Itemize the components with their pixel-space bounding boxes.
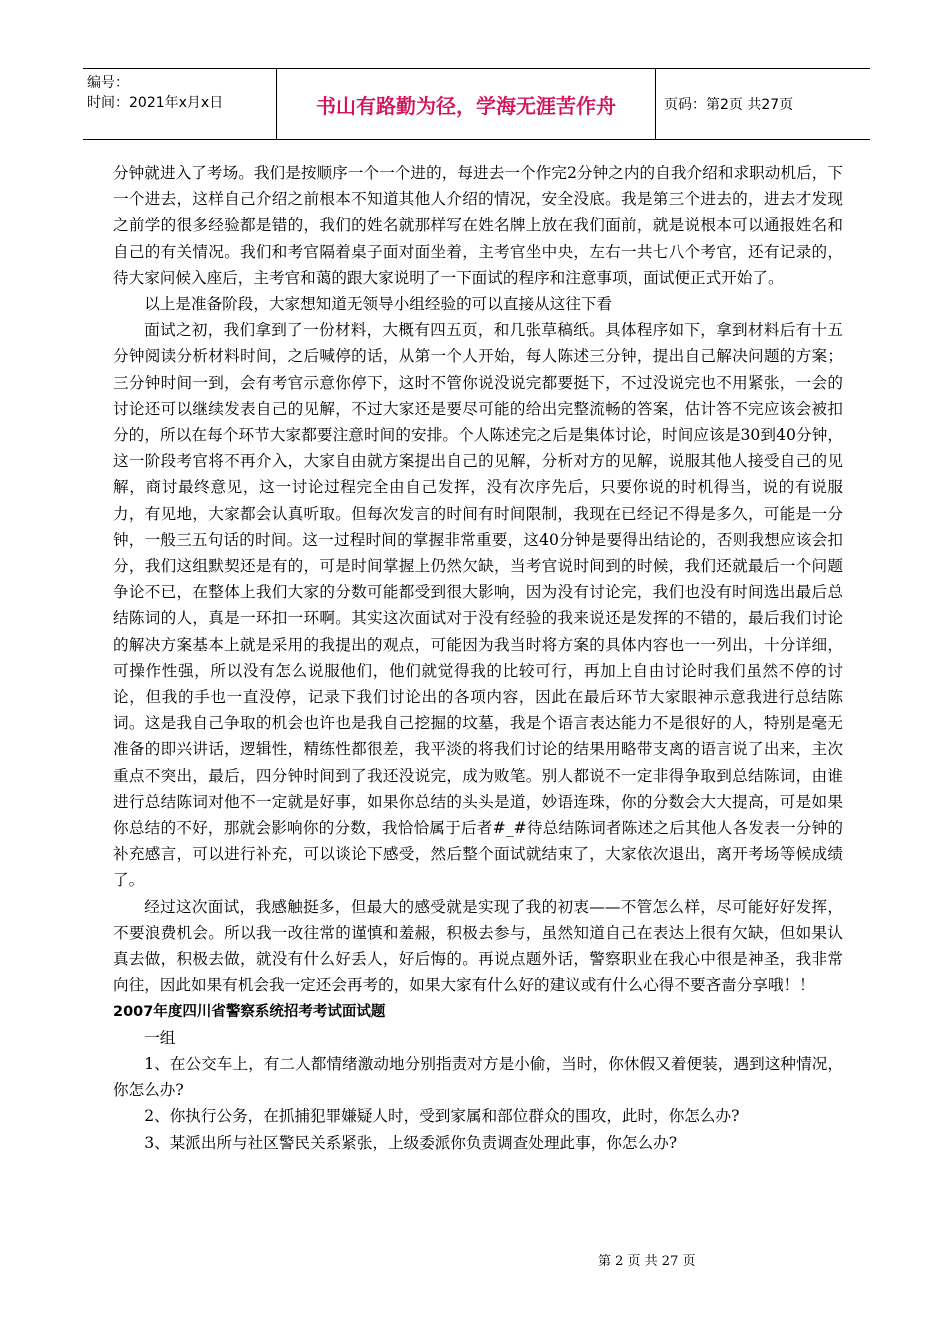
paragraph: 以上是准备阶段，大家想知道无领导小组经验的可以直接从这往下看 [144, 295, 613, 314]
page-footer: 第 2 页 共 27 页 [598, 1254, 696, 1269]
header-motto: 书山有路勤为径，学海无涯苦作舟 [276, 69, 656, 139]
group-label: 一组 [144, 1028, 176, 1047]
paragraph: 面试之初，我们拿到了一份材料，大概有四五页，和几张草稿纸。具体程序如下，拿到材料后有十五分钟阅读分析材料时间，之后喊停的话，从第一个人开始，每人陈述三分钟，提出自己解决问题的方案；三分钟时间一到，会有考官示意你停下，这时不管你说没说完都要挺下，不过没说完也不用紧张，一会的讨论还可以继续发表自己的见解，不过大家还是要尽可能的给出完整流畅的答案，估计答不完应该会被扣分的，所以在每个环节大家都要注意时间的安排。个人陈述完之后是集体讨论，时间应该是30到40分钟，这一阶段考官将不再介入，大家自由就方案提出自己的见解，分析对方的见解，说服其他人接受自己的见解，商讨最终意见，这一讨论过程完全由自己发挥，没有次序先后，只要你说的时机得当，说的有说服力，有见地，大家都会认真听取。但每次发言的时间有时间限制，我现在已经记不得是多久，可能是一分钟，一般三五句话的时间。这一过程时间的掌握非常重要，这40分钟是要得出结论的，否则我想应该会扣分，我们这组默契还是有的，可是时间掌握上仍然欠缺，当考官说时间到的时候，我们还就最后一个问题争论不已，在整体上我们大家的分数可能都受到很大影响，因为没有讨论完，我们也没有时间选出最后总结陈词的人，真是一环扣一环啊。其实这次面试对于没有经验的我来说还是发挥的不错的，最后我们讨论的解决方案基本上就是采用的我提出的观点，可能因为我当时将方案的具体内容也一一列出，十分详细，可操作性强，所以没有怎么说服他们，他们就觉得我的比较可行，再加上自由讨论时我们虽然不停的讨论，但我的手也一直没停，记录下我们讨论出的各项内容，因此在最后环节大家眼神示意我进行总结陈词。这是我自己争取的机会也许也是我自己挖掘的坟墓，我是个语言表达能力不是很好的人，特别是毫无准备的即兴讲话，逻辑性，精练性都很差，我平淡的将我们讨论的结果用略带支离的语言说了出来，主次重点不突出，最后，四分钟时间到了我还没说完，成为败笔。别人都说不一定非得争取到总结陈词，由谁进行总结陈词对他不一定就是好事，如果你总结的头头是道，妙语连珠，你的分数会大大提高，可是如果你总结的不好，那就会影响你的分数，我恰恰属于后者#_#待总结陈词者陈述之后其他人各发表一分钟的补充感言，可以进行补充，可以谈论下感受，然后整个面试就结束了，大家依次退出，离开考场等候成绩了。 [113, 321, 843, 890]
date-text: 时间：2021年x月x日 [87, 95, 224, 111]
paragraph: 分钟就进入了考场。我们是按顺序一个一个进的，每进去一个作完2分钟之内的自我介绍和求职动机后，下一个进去，这样自己介绍之前根本不知道其他人介绍的情况，安全没底。我是第三个进去的，进去才发现之前学的很多经验都是错的，我们的姓名就那样写在姓名牌上放在我们面前，就是说根本可以通报姓名和自己的有关情况。我们和考官隔着桌子面对面坐着，主考官坐中央，左右一共七八个考官，还有记录的，待大家问候入座后，主考官和蔼的跟大家说明了一下面试的程序和注意事项，面试便正式开始了。 [113, 164, 843, 287]
question-item: 1、在公交车上，有二人都情绪激动地分别指责对方是小偷，当时，你休假又着便装，遇到这种情况，你怎么办? [113, 1054, 843, 1100]
header-meta [83, 69, 276, 139]
question-item: 2、你执行公务，在抓捕犯罪嫌疑人时，受到家属和部位群众的围攻，此时，你怎么办? [144, 1107, 740, 1126]
header-page-info: 页码：第2页 共27页 [664, 97, 794, 113]
question-item: 3、某派出所与社区警民关系紧张，上级委派你负责调查处理此事，你怎么办? [144, 1133, 678, 1152]
section-heading: 2007年度四川省警察系统招考考试面试题 [113, 1003, 386, 1020]
document-body [113, 160, 843, 1156]
paragraph: 经过这次面试，我感触挺多，但最大的感受就是实现了我的初衷——不管怎么样，尽可能好好发挥，不要浪费机会。所以我一改往常的谨慎和羞赧，积极去参与，虽然知道自己在表达上很有欠缺，但如果认真去做，积极去做，就没有什么好丢人，好后悔的。再说点题外话，警察职业在我心中很是神圣，我非常向往，因此如果有机会我一定还会再考的，如果大家有什么好的建议或有什么心得不要吝啬分享哦！！ [113, 897, 843, 995]
page-header [83, 68, 870, 140]
serial-label: 编号： [87, 75, 129, 91]
